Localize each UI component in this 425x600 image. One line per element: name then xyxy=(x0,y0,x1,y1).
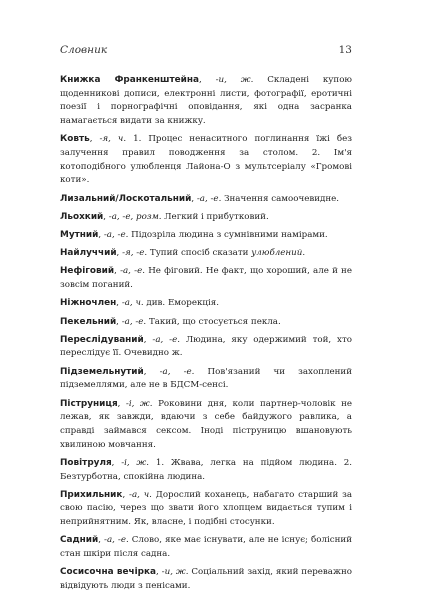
entry-grammar: -а, ч. xyxy=(129,489,152,500)
glossary-entry: Льохкий, -а, -е, розм. Легкий і прибутковий. xyxy=(60,211,269,222)
entry-grammar: -и, ж. xyxy=(161,567,189,578)
entry-definition xyxy=(150,248,305,258)
glossary-entry: Нефіговий, -а, -е. Не фіговий. Не факт, що хороший, але й не зовсім поганий. xyxy=(60,266,352,291)
entry-term: Мутний xyxy=(60,230,99,241)
entry-term: Пекельний xyxy=(60,316,117,327)
glossary-entry: Ніжночлен, -а, ч. див. Еморекція. xyxy=(60,298,220,309)
entry-term: Підземельнутий xyxy=(60,366,144,377)
glossary-entry: Найлуччий, -я, -е. Тупий спосіб сказати улюблений. xyxy=(60,248,306,259)
glossary-entry: Мутний, -а, -е. Підозріла людина з сумнівними намірами. xyxy=(60,230,328,241)
definition-text: див. Еморекція. xyxy=(146,298,220,309)
definition-text: Роковини дня, коли партнер-чоловік не лежав, як завжди, вдаючи з себе байдужого равлика, а справді займався сексом. Іноді піструницю вшановують хвилиною мовчання. xyxy=(60,398,352,450)
glossary-entry: Садний, -а, -е. Слово, яке має існувати, але не існує; болісний стан шкіри після садна. xyxy=(60,535,352,560)
glossary-entry: Книжка Франкенштейна, -и, ж. Складені купою щоденникові дописи, електронні листи, фотографії, еротичні поезії і порнографічні оповідання, які одна засранка намагається видати за книжку. xyxy=(60,75,352,127)
entry-term: Переслідуваний xyxy=(60,334,144,345)
definition-text: Людина, яку одержимий той, хто переслідує її. Очевидно ж. xyxy=(60,334,352,359)
glossary-entry: Прихильник, -а, ч. Дорослий коханець, набагато старший за свою пасію, через що звати його хлопцем видається тупим і неприйнятним. Як, власне, і подібні стосунки. xyxy=(60,489,352,528)
glossary-entry: Підземельнутий, -а, -е. Пов'язаний чи захоплений підземеллями, але не в БДСМ-сенсі. xyxy=(60,366,352,391)
definition-text: Такий, що стосується пекла. xyxy=(148,316,281,327)
entry-definition xyxy=(224,194,339,204)
definition-tail: . xyxy=(302,248,306,259)
entry-grammar: -я, -е. xyxy=(122,248,148,259)
definition-text: Легкий і прибутковий. xyxy=(164,211,269,222)
entry-grammar: -а, -е. xyxy=(159,366,195,377)
definition-text: Слово, яке має існувати, але не існує; болісний стан шкіри після садна. xyxy=(60,535,352,560)
entry-term: Ковть xyxy=(60,134,90,145)
page-header xyxy=(60,44,352,56)
entry-grammar: -а, -е, розм. xyxy=(108,211,162,222)
entry-term: Нефіговий xyxy=(60,266,115,277)
entry-grammar: -я, ч. xyxy=(99,134,127,145)
definition-text: Значення самоочевидне. xyxy=(224,193,340,204)
entry-term: Сосисочна вечірка xyxy=(60,567,157,578)
definition-text: Пов'язаний чи захоплений підземеллями, але не в БДСМ-сенсі. xyxy=(60,366,352,391)
glossary-entry: Лизальний/Лоскотальний, -а, -е. Значення самоочевидне. xyxy=(60,193,340,204)
entry-term: Повітруля xyxy=(60,457,112,468)
glossary-entry: Ковть, -я, ч. 1. Процес ненаситного поглинання їжі без залучення правил поводження за столом. 2. Ім'я котоподібного улюбленця Лайона-О з мультсеріалу «Громові коти». xyxy=(60,134,352,186)
glossary-entry: Пекельний, -а, -е. Такий, що стосується пекла. xyxy=(60,316,281,327)
running-head: Словник xyxy=(60,44,108,56)
entry-grammar: -а, -е. xyxy=(103,230,129,241)
entry-grammar: -а, -е. xyxy=(120,266,145,277)
glossary-entry: Переслідуваний, -а, -е. Людина, яку одержимий той, хто переслідує її. Очевидно ж. xyxy=(60,334,352,359)
definition-text: Не фіговий. Не факт, що хороший, але й не зовсім поганий. xyxy=(60,266,352,291)
entry-grammar: -а, -е. xyxy=(196,193,222,204)
definition-emphasis: улюблений xyxy=(251,248,303,259)
entry-term: Найлуччий xyxy=(60,248,117,259)
definition-text: 1. Процес ненаситного поглинання їжі без залучення правил поводження за столом. 2. Ім'я котоподібного улюбленця Лайона-О з мультсеріалу «Громові коти». xyxy=(60,134,352,186)
definition-text: Підозріла людина з сумнівними намірами. xyxy=(131,230,328,241)
entry-definition xyxy=(149,317,281,327)
definition-text: Дорослий коханець, набагато старший за свою пасію, через що звати його хлопцем видається тупим і неприйнятним. Як, власне, і подібні стосунки. xyxy=(60,489,352,528)
glossary-entries xyxy=(60,74,352,598)
glossary-entry: Сосисочна вечірка, -и, ж. Соціальний захід, який переважно відвідують люди з пенісами. xyxy=(60,567,352,591)
entry-term: Книжка Франкенштейна xyxy=(60,75,199,85)
entry-term: Прихильник xyxy=(60,489,123,500)
entry-definition xyxy=(146,298,219,308)
definition-text: Тупий спосіб сказати xyxy=(149,248,252,259)
entry-term: Ніжночлен xyxy=(60,298,117,309)
entry-grammar: -і, ж. xyxy=(125,398,153,409)
glossary-entry: Піструниця, -і, ж. Роковини дня, коли партнер-чоловік не лежав, як завжди, вдаючи з себе байдужого равлика, а справді займався сексом. Іноді піструницю вшановують хвилиною мовчання. xyxy=(60,398,352,450)
entry-grammar: -і, ж. xyxy=(121,457,150,468)
entry-term: Піструниця xyxy=(60,398,118,409)
entry-definition xyxy=(164,212,268,222)
entry-grammar: -и, ж. xyxy=(215,75,254,85)
entry-term: Лизальний/Лоскотальний xyxy=(60,193,192,204)
page-number: 13 xyxy=(338,44,352,56)
entry-grammar: -а, -е. xyxy=(104,535,129,546)
entry-term: Льохкий xyxy=(60,211,104,222)
entry-grammar: -а, ч. xyxy=(121,298,144,309)
entry-grammar: -а, -е. xyxy=(152,334,180,345)
entry-term: Садний xyxy=(60,535,99,546)
definition-text: Складені купою щоденникові дописи, електронні листи, фотографії, еротичні поезії і порнографічні оповідання, які одна засранка намагається видати за книжку. xyxy=(60,75,352,127)
entry-grammar: -а, -е. xyxy=(121,316,147,327)
glossary-entry: Повітруля, -і, ж. 1. Жвава, легка на підйом людина. 2. Безтурботна, спокійна людина. xyxy=(60,457,353,482)
definition-text: 1. Жвава, легка на підйом людина. 2. Безтурботна, спокійна людина. xyxy=(60,457,353,482)
entry-definition xyxy=(131,230,328,240)
definition-text: Соціальний захід, який переважно відвідують люди з пенісами. xyxy=(60,567,352,591)
